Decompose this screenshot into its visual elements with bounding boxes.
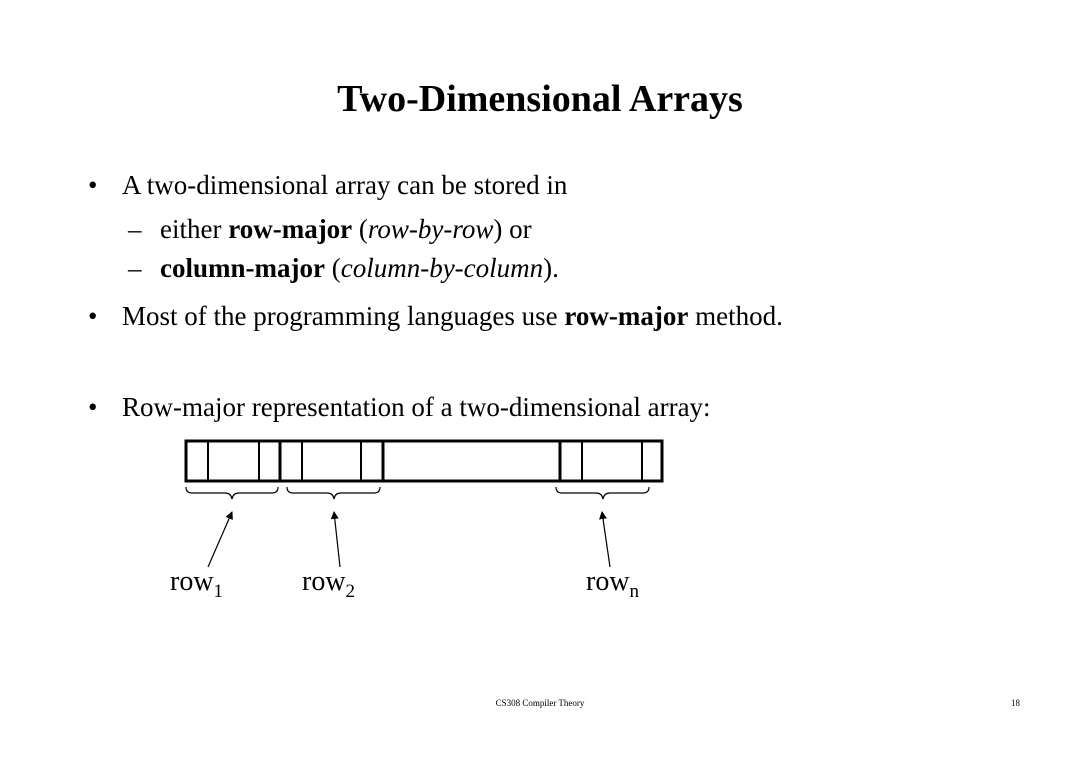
brace-row-n bbox=[556, 487, 649, 499]
column-major-term: column-major bbox=[160, 253, 325, 283]
array-strip bbox=[186, 441, 662, 481]
footer-page-number: 18 bbox=[1011, 698, 1020, 708]
bullet-marker: • bbox=[88, 170, 98, 200]
brace-row-2 bbox=[287, 487, 380, 499]
subitem-marker: – bbox=[128, 214, 142, 244]
row-braces bbox=[186, 487, 649, 499]
subitem-suffix: ). bbox=[543, 253, 559, 283]
arrow-row-n bbox=[602, 512, 610, 567]
label-row-2: row$_2$ bbox=[302, 566, 356, 602]
bullet-representation: Row-major representation of a two-dimensional array: bbox=[122, 392, 711, 422]
bullet-storage-intro: A two-dimensional array can be stored in bbox=[122, 170, 568, 200]
subitem-paren-open: ( bbox=[352, 214, 368, 244]
slide-title: Two-Dimensional Arrays bbox=[337, 78, 743, 120]
row-boundaries bbox=[280, 441, 560, 481]
bullet-suffix: method. bbox=[688, 301, 783, 331]
column-by-column-term: column-by-column bbox=[340, 253, 544, 283]
label-arrows bbox=[208, 512, 610, 567]
arrow-row-2 bbox=[334, 512, 340, 567]
label-row-n: row$_n$ bbox=[586, 566, 640, 602]
row-major-term: row-major bbox=[564, 301, 689, 331]
subitem-suffix: ) or bbox=[493, 214, 532, 244]
footer-course: CS308 Compiler Theory bbox=[495, 698, 585, 708]
label-row-1: row$_1$ bbox=[170, 566, 224, 602]
bullet-marker: • bbox=[88, 301, 98, 331]
bullet-prefix: Most of the programming languages use bbox=[122, 301, 565, 331]
subitem-prefix: either bbox=[160, 214, 229, 244]
bullet-marker: • bbox=[88, 392, 98, 422]
row-by-row-term: row-by-row bbox=[367, 214, 494, 244]
cell-dividers bbox=[208, 441, 642, 481]
brace-row-1 bbox=[186, 487, 278, 499]
row-major-term: row-major bbox=[228, 214, 353, 244]
subitem-paren-open: ( bbox=[324, 253, 341, 283]
arrow-row-1 bbox=[208, 512, 232, 567]
subitem-marker: – bbox=[128, 253, 142, 283]
